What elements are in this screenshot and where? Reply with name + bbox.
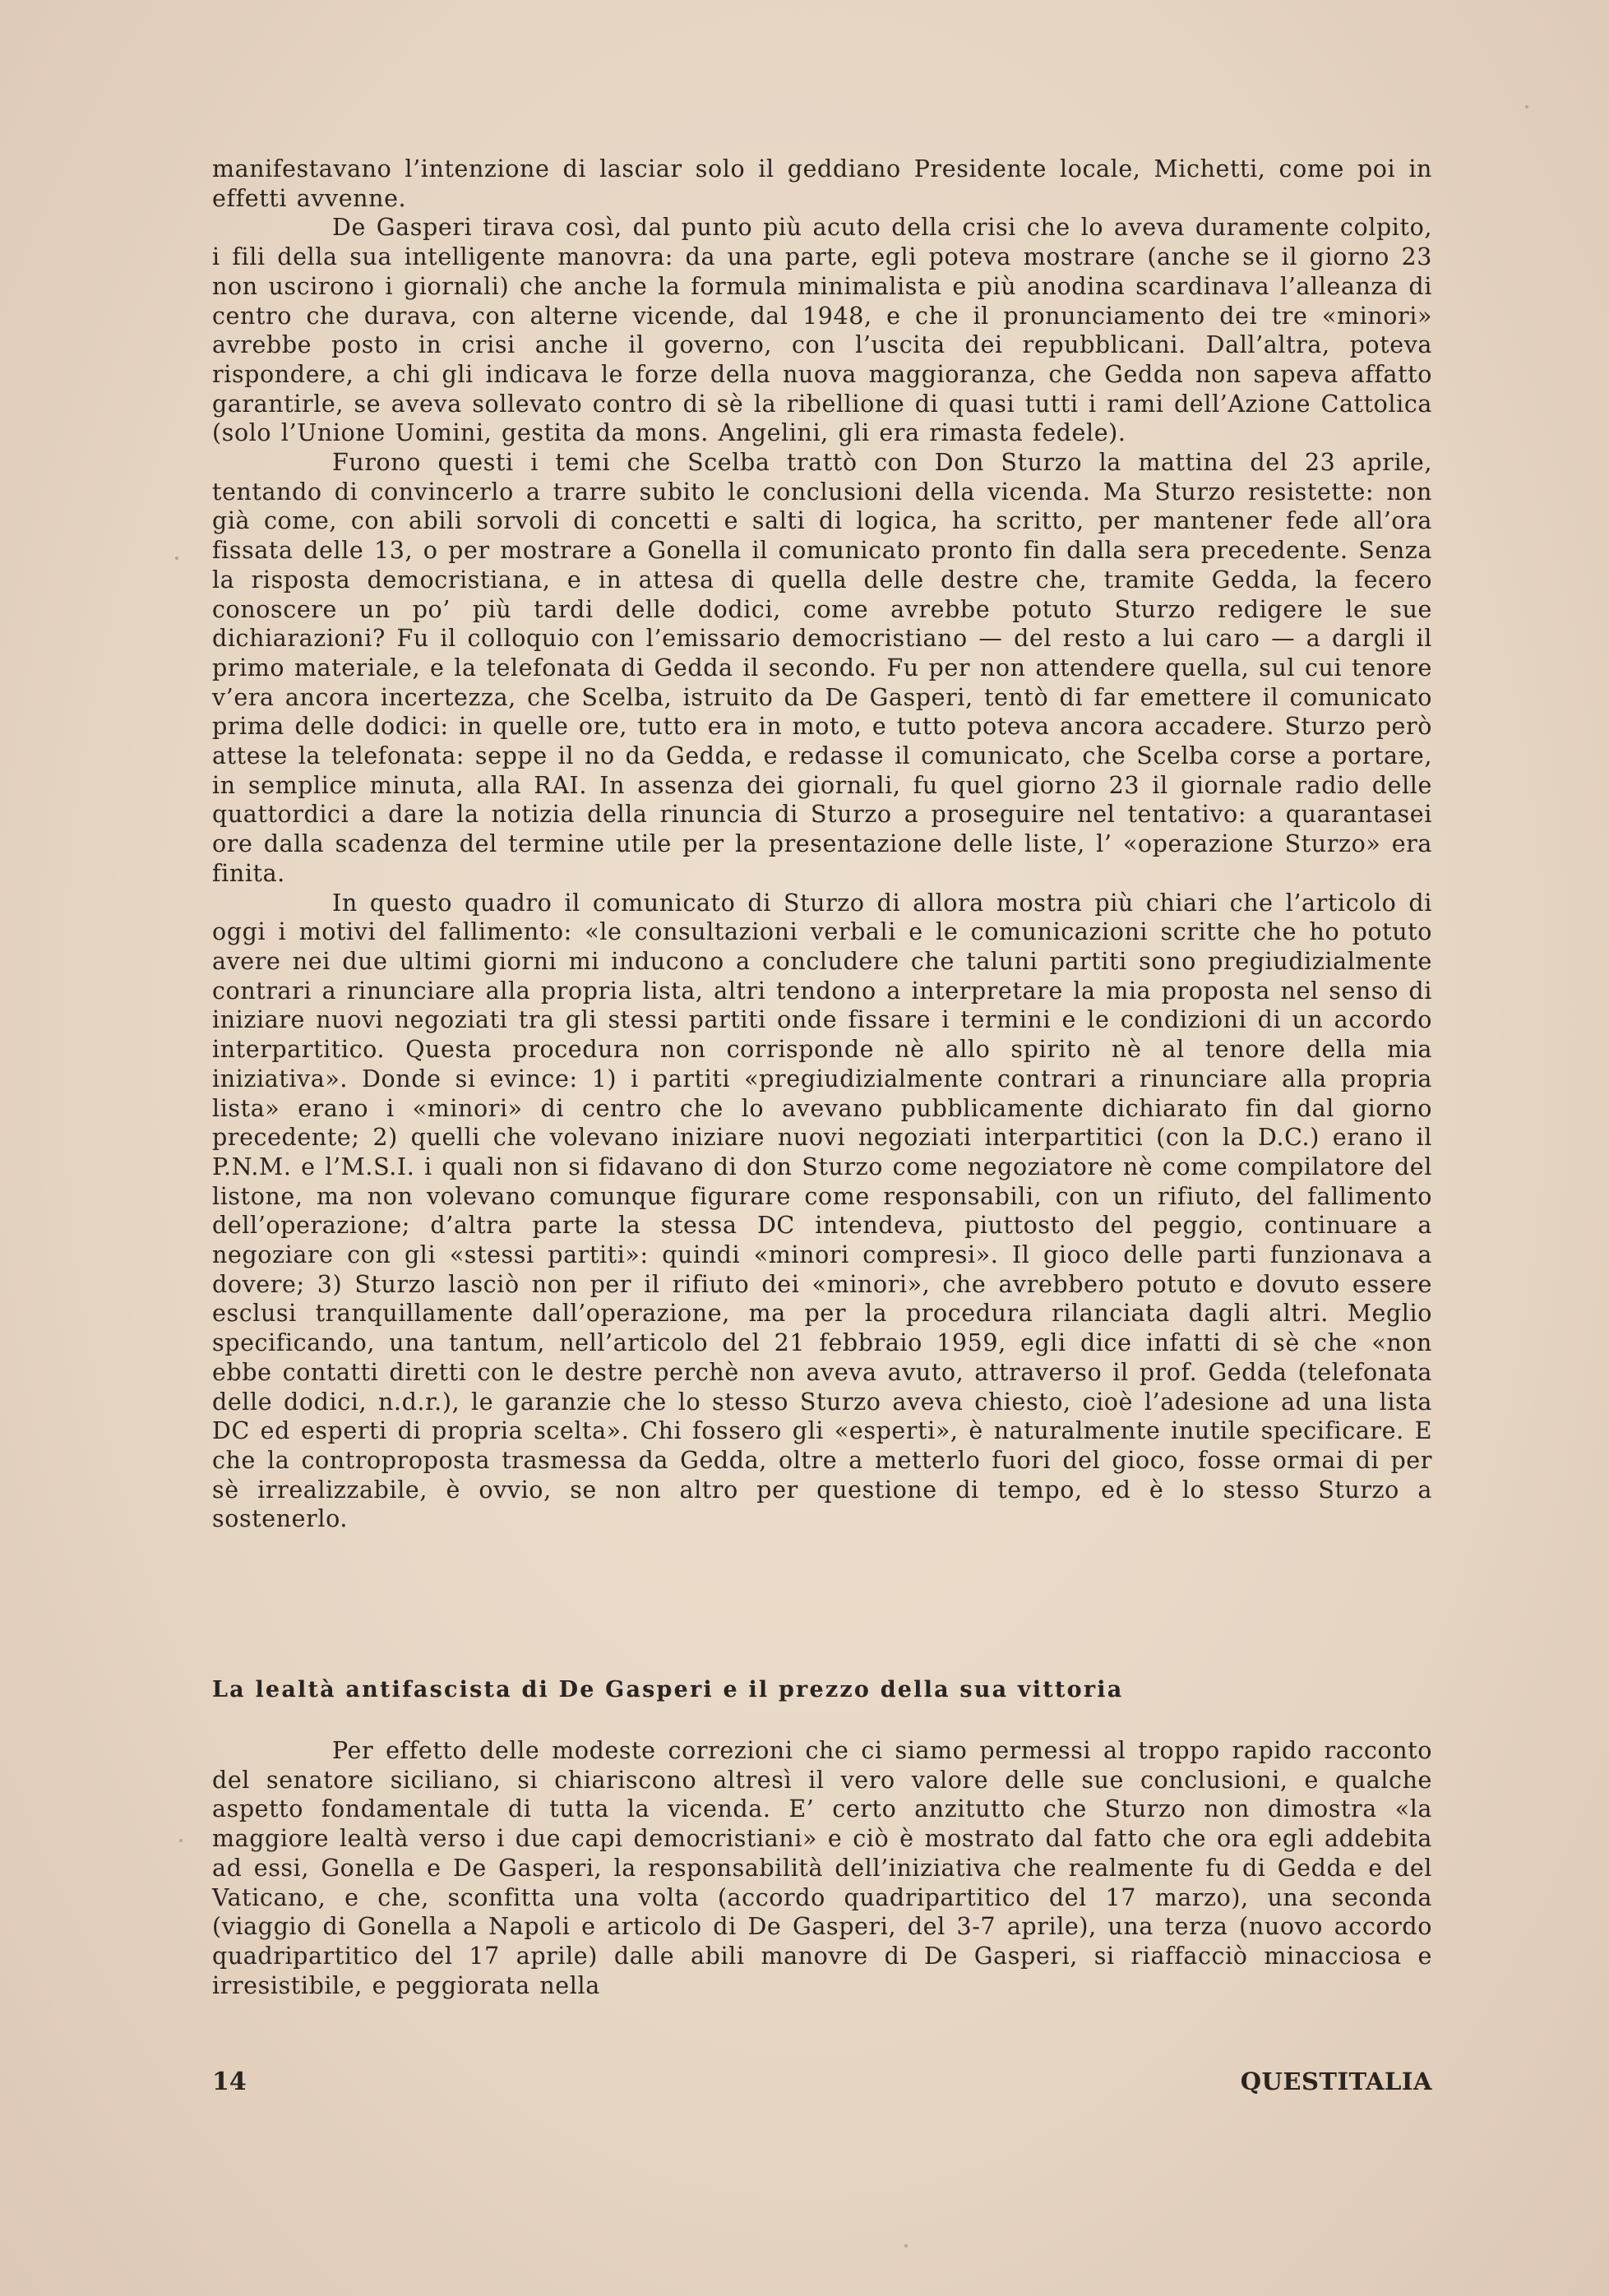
paragraph-scelba-sturzo: Furono questi i temi che Scelba trattò con Don Sturzo la mattina del 23 aprile, tentando di convincerlo a trarre subito le conclusioni della vicenda. Ma Sturzo resistette: non già come, con abili sorvoli di concetti e salti di logica, ha scritto, per mantener fede all’ora fissata delle 13, o per mostrare a Gonella il comunicato pronto fin dalla sera precedente. Senza la risposta democristiana, e in attesa di quella delle destre che, tramite Gedda, la fecero conoscere un po’ più tardi delle dodici, come avrebbe potuto Sturzo redigere le sue dichiarazioni? Fu il colloquio con l’emissario democristiano — del resto a lui caro — a dargli il primo materiale, e la telefonata di Gedda il secondo. Fu per non attendere quella, sul cui tenore v’era ancora incertezza, che Scelba, istruito da De Gasperi, tentò di far emettere il comunicato prima delle dodici: in quelle ore, tutto era in moto, e tutto poteva ancora accadere. Sturzo però attese la telefonata: seppe il no da Gedda, e redasse il comunicato, che Scelba corse a portare, in semplice minuta, alla RAI. In assenza dei giornali, fu quel giorno 23 il giornale radio delle quattordici a dare la notizia della rinuncia di Sturzo a proseguire nel tentativo: a quarantasei ore dalla scadenza del termine utile per la presentazione delle liste, l’ «operazione Sturzo» era finita. — [212, 449, 1432, 887]
section-body — [212, 1736, 1432, 2000]
magazine-name: QUESTITALIA — [1240, 2067, 1432, 2095]
paper-speck — [1525, 105, 1528, 109]
paragraph-de-gasperi: De Gasperi tirava così, dal punto più acuto della crisi che lo aveva duramente colpito, i fili della sua intelligente manovra: da una parte, egli poteva mostrare (anche se il giorno 23 non uscirono i giornali) che anche la formula minimalista e più anodina scardinava l’alleanza di centro che durava, con alterne vicende, dal 1948, e che il pronunciamento dei tre «minori» avrebbe posto in crisi anche il governo, con l’uscita dei repubblicani. Dall’altra, poteva rispondere, a chi gli indicava le forze della nuova maggioranza, che Gedda non sapeva affatto garantirle, se aveva sollevato contro di sè la ribellione di quasi tutti i rami dell’Azione Cattolica (solo l’Unione Uomini, gestita da mons. Angelini, gli era rimasta fedele). — [212, 214, 1432, 447]
paper-speck — [175, 557, 178, 560]
paper-speck — [179, 1839, 183, 1842]
page-number: 14 — [212, 2067, 247, 2096]
paragraph-lealta: Per effetto delle modeste correzioni che ci siamo permessi al troppo rapido racconto del senatore siciliano, si chiariscono altresì il vero valore delle sue conclusioni, e qualche aspetto fondamentale di tutta la vicenda. E’ certo anzitutto che Sturzo non dimostra «la maggiore lealtà verso i due capi democristiani» e ciò è mostrato dal fatto che ora egli addebita ad essi, Gonella e De Gasperi, la responsabilità dell’iniziativa che realmente fu di Gedda e del Vaticano, e che, sconfitta una volta (accordo quadripartitico del 17 marzo), una seconda (viaggio di Gonella a Napoli e articolo di De Gasperi, del 3-7 aprile), una terza (nuovo accordo quadripartitico del 17 aprile) dalle abili manovre di De Gasperi, si riaffacciò minacciosa e irresistibile, e peggiorata nella — [212, 1737, 1432, 1999]
article-body — [212, 155, 1432, 1534]
paper-speck — [904, 2244, 908, 2247]
paragraph-continuation: manifestavano l’intenzione di lasciar solo il geddiano Presidente locale, Michetti, come poi in effetti avvenne. — [212, 155, 1432, 212]
section-heading: La lealtà antifascista di De Gasperi e il prezzo della sua vittoria — [212, 1677, 1124, 1702]
paragraph-comunicato: In questo quadro il comunicato di Sturzo di allora mostra più chiari che l’articolo di oggi i motivi del fallimento: «le consultazioni verbali e le comunicazioni scritte che ho potuto avere nei due ultimi giorni mi inducono a concludere che taluni partiti sono pregiudizialmente contrari a rinunciare alla propria lista, altri tendono a interpretare la mia proposta nel senso di iniziare nuovi negoziati tra gli stessi partiti onde fissare i termini e le condizioni di un accordo interpartitico. Questa procedura non corrisponde nè allo spirito nè al tenore della mia iniziativa». Donde si evince: 1) i partiti «pregiudizialmente contrari a rinunciare alla propria lista» erano i «minori» di centro che lo avevano pubblicamente dichiarato fin dal giorno precedente; 2) quelli che volevano iniziare nuovi negoziati interpartitici (con la D.C.) erano il P.N.M. e l’M.S.I. i quali non si fidavano di don Sturzo come negoziatore nè come compilatore del listone, ma non volevano comunque figurare come responsabili, con un rifiuto, del fallimento dell’operazione; d’altra parte la stessa DC intendeva, piuttosto del peggio, continuare a negoziare con gli «stessi partiti»: quindi «minori compresi». Il gioco delle parti funzionava a dovere; 3) Sturzo lasciò non per il rifiuto dei «minori», che avrebbero potuto e dovuto essere esclusi tranquillamente dall’operazione, ma per la procedura rilanciata dagli altri. Meglio specificando, una tantum, nell’articolo del 21 febbraio 1959, egli dice infatti di sè che «non ebbe contatti diretti con le destre perchè non aveva avuto, attraverso il prof. Gedda (telefonata delle dodici, n.d.r.), le garanzie che lo stesso Sturzo aveva chiesto, cioè l’adesione ad una lista DC ed esperti di propria scelta». Chi fossero gli «esperti», è naturalmente inutile specificare. E che la controproposta trasmessa da Gedda, oltre a metterlo fuori del gioco, fosse ormai di per sè irrealizzabile, è ovvio, se non altro per questione di tempo, ed è lo stesso Sturzo a sostenerlo. — [212, 889, 1432, 1533]
